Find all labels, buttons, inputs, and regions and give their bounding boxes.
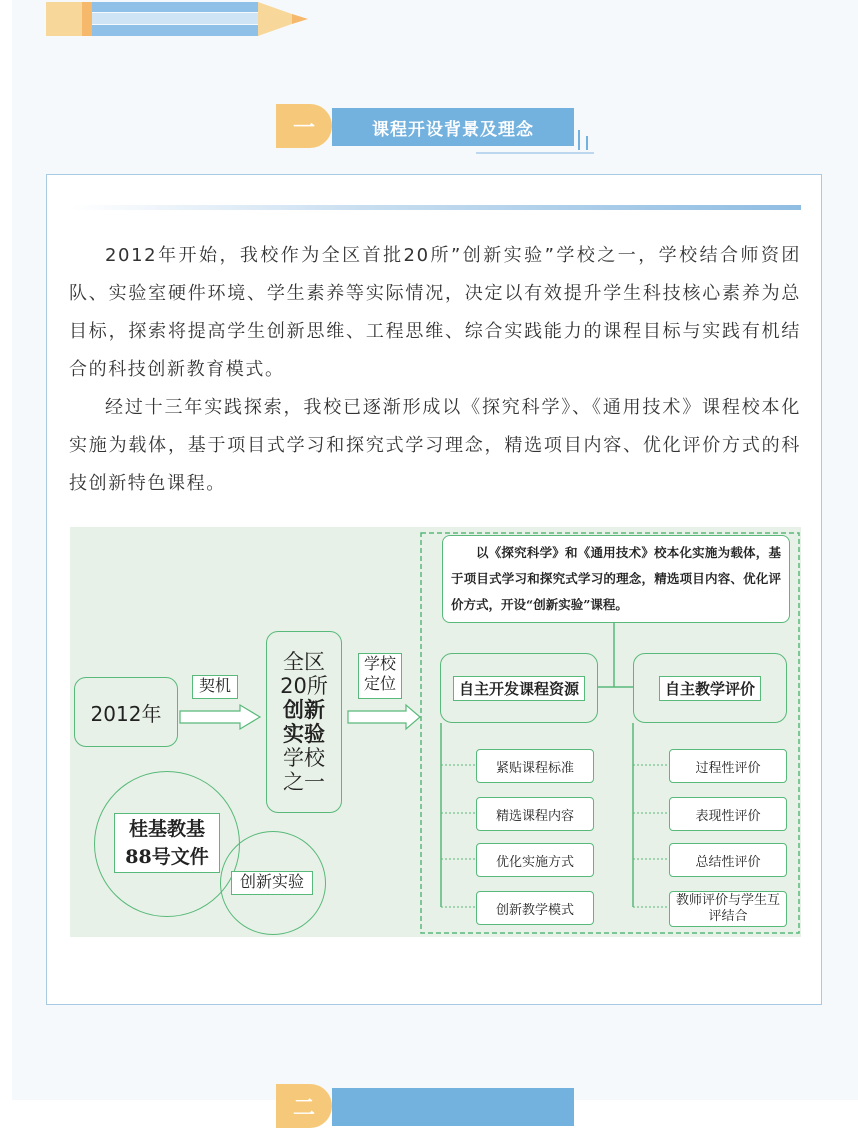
section-number: 二 (276, 1084, 332, 1128)
section-header-2 (276, 1084, 576, 1130)
content-card (46, 174, 822, 1005)
resource-head: 自主开发课程资源 (440, 653, 598, 723)
evaluation-item: 总结性评价 (669, 843, 787, 877)
year-node: 2012年 (74, 677, 178, 747)
paragraph-1: 2012年开始，我校作为全区首批20所”创新实验”学校之一，学校结合师资团队、实验室硬件环境、学生素养等实际情况，决定以有效提升学生科技核心素养为总目标，探索将提高学生创新思维、工程思维、综合实践能力的课程目标与实践有机结合的科技创新教育模式。 (69, 245, 801, 380)
label-chuangxin: 创新实验 (231, 871, 313, 895)
document-label: 桂基教基 88号文件 (114, 813, 220, 873)
decorative-stripe (71, 205, 801, 210)
evaluation-item: 教师评价与学生互评结合 (669, 891, 787, 927)
evaluation-head: 自主教学评价 (633, 653, 787, 723)
resource-item: 紧贴课程标准 (476, 749, 594, 783)
course-description-box: 以《探究科学》和《通用技术》校本化实施为载体，基于项目式学习和探究式学习的理念，精选项目内容、优化评价方式，开设“创新实验”课程。 (442, 535, 790, 623)
title-underline (476, 152, 594, 154)
resource-item: 精选课程内容 (476, 797, 594, 831)
resource-item: 优化实施方式 (476, 843, 594, 877)
section-title (332, 1088, 574, 1126)
label-dingwei: 学校 定位 (358, 653, 402, 699)
section-title: 课程开设背景及理念 (332, 108, 574, 146)
section-header (276, 104, 576, 150)
evaluation-item: 表现性评价 (669, 797, 787, 831)
pencil-icon (46, 0, 316, 40)
district-node: 全区 20所 创新 实验 学校 之一 (266, 631, 342, 813)
resource-item: 创新教学模式 (476, 891, 594, 925)
evaluation-item: 过程性评价 (669, 749, 787, 783)
label-qiji: 契机 (192, 675, 238, 699)
section-number: 一 (276, 104, 332, 148)
paragraph-2: 经过十三年实践探索，我校已逐渐形成以《探究科学》、《通用技术》课程校本化实施为载体，基于项目式学习和探究式学习理念，精选项目内容、优化评价方式的科技创新特色课程。 (69, 397, 801, 494)
course-framework-diagram (70, 527, 801, 937)
